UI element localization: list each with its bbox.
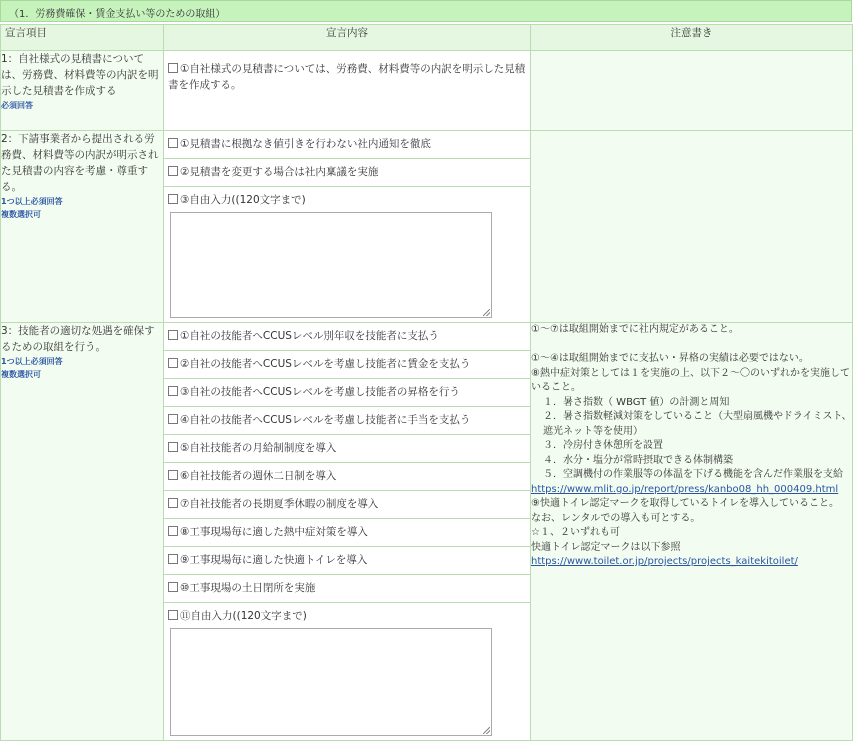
checkbox[interactable] xyxy=(168,386,178,396)
table-row xyxy=(1,131,853,323)
content-cell xyxy=(164,323,531,741)
note-cell xyxy=(531,51,853,131)
option-3-9[interactable] xyxy=(164,547,530,575)
checkbox[interactable] xyxy=(168,582,178,592)
option-label: ②見積書を変更する場合は社内稟議を実施 xyxy=(180,166,379,178)
resize-handle-icon[interactable] xyxy=(483,727,490,734)
option-label: ⑥自社技能者の週休二日制を導入 xyxy=(180,470,337,482)
mlit-link[interactable]: https://www.mlit.go.jp/report/press/kanbo08_hh_000409.html xyxy=(531,483,839,495)
header-item: 宣言項目 xyxy=(1,25,164,51)
checkbox[interactable] xyxy=(168,166,178,176)
option-2-2[interactable] xyxy=(164,159,530,187)
option-label: ③自社の技能者へCCUSレベルを考慮し技能者の昇格を行う xyxy=(180,386,460,398)
option-label: ④自社の技能者へCCUSレベルを考慮し技能者に手当を支払う xyxy=(180,414,471,426)
checkbox[interactable] xyxy=(168,138,178,148)
one-or-more-tag: 1つ以上必須回答 xyxy=(1,197,63,206)
option-3-10[interactable] xyxy=(164,575,530,603)
content-cell xyxy=(164,51,531,131)
item-cell xyxy=(1,51,164,131)
table-row xyxy=(1,51,853,131)
table-header-row xyxy=(1,25,853,51)
note-cell xyxy=(531,131,853,323)
option-3-4[interactable] xyxy=(164,407,530,435)
option-3-1[interactable] xyxy=(164,323,530,351)
checkbox[interactable] xyxy=(168,358,178,368)
multi-select-tag: 複数選択可 xyxy=(1,210,41,219)
note-cell xyxy=(531,323,853,741)
header-note: 注意書き xyxy=(531,25,853,51)
resize-handle-icon[interactable] xyxy=(483,309,490,316)
item-text: 3：技能者の適切な処遇を確保するための取組を行う。 xyxy=(1,325,155,353)
note-line: ①～④は取組開始までに支払い・昇格の実績は必要ではない。 xyxy=(531,353,809,364)
note-line: ３．冷房付き休憩所を設置 xyxy=(543,440,663,451)
free-text-area[interactable] xyxy=(170,628,492,736)
option-2-1[interactable] xyxy=(164,131,530,159)
note-line: 快適トイレ認定マークは以下参照 xyxy=(531,541,681,553)
option-3-2[interactable] xyxy=(164,351,530,379)
one-or-more-tag: 1つ以上必須回答 xyxy=(1,357,63,366)
option-1-1[interactable] xyxy=(164,51,530,105)
note-line: ５．空調機付の作業服等の体温を下げる機能を含んだ作業服を支給 xyxy=(543,469,843,480)
item-cell xyxy=(1,323,164,741)
option-label: ⑦自社技能者の長期夏季休暇の制度を導入 xyxy=(180,498,379,510)
checkbox[interactable] xyxy=(168,526,178,536)
option-3-7[interactable] xyxy=(164,491,530,519)
checkbox[interactable] xyxy=(168,554,178,564)
option-2-3[interactable] xyxy=(164,187,530,322)
option-label: ①自社様式の見積書については、労務費、材料費等の内訳を明示した見積書を作成する。 xyxy=(168,63,526,91)
option-3-5[interactable] xyxy=(164,435,530,463)
option-3-11[interactable] xyxy=(164,603,530,740)
section-title: （1．労務費確保・賃金支払い等のための取組） xyxy=(0,0,852,22)
option-label: ⑩工事現場の土日閉所を実施 xyxy=(180,582,316,594)
item-cell xyxy=(1,131,164,323)
checkbox[interactable] xyxy=(168,414,178,424)
note-line: ２．暑さ指数軽減対策をしていること（大型扇風機やドライミスト、遮光ネット等を使用） xyxy=(543,411,852,437)
table-row xyxy=(1,323,853,741)
multi-select-tag: 複数選択可 xyxy=(1,370,41,379)
option-label: ⑤自社技能者の月給制制度を導入 xyxy=(180,442,337,454)
declaration-table xyxy=(0,24,853,741)
item-text: 2：下請事業者から提出される労務費、材料費等の内訳が明示された見積書の内容を考慮・尊重する。 xyxy=(1,133,159,193)
checkbox[interactable] xyxy=(168,498,178,508)
option-3-6[interactable] xyxy=(164,463,530,491)
checkbox[interactable] xyxy=(168,442,178,452)
option-label: ①見積書に根拠なき値引きを行わない社内通知を徹底 xyxy=(180,138,431,150)
content-cell xyxy=(164,131,531,323)
checkbox[interactable] xyxy=(168,470,178,480)
header-content: 宣言内容 xyxy=(164,25,531,51)
checkbox[interactable] xyxy=(168,330,178,340)
note-line: ☆１、２いずれも可 xyxy=(531,527,620,538)
note-line: ４．水分・塩分が常時摂取できる体制構築 xyxy=(543,454,733,466)
item-text: 1：自社様式の見積書については、労務費、材料費等の内訳を明示した見積書を作成する xyxy=(1,53,159,97)
option-3-8[interactable] xyxy=(164,519,530,547)
note-line: なお、レンタルでの導入も可とする。 xyxy=(531,512,701,524)
note-line: １．暑さ指数（ WBGT 値）の計測と周知 xyxy=(543,396,730,408)
note-line: ⑧熱中症対策としては１を実施の上、以下２～〇のいずれかを実施していること。 xyxy=(531,367,850,393)
required-tag: 必須回答 xyxy=(1,101,33,110)
option-label: ②自社の技能者へCCUSレベルを考慮し技能者に賃金を支払う xyxy=(180,358,471,370)
checkbox[interactable] xyxy=(168,63,178,73)
option-label: ⑨工事現場毎に適した快適トイレを導入 xyxy=(180,554,368,566)
note-line: ①～⑦は取組開始までに社内規定があること。 xyxy=(531,324,739,335)
free-text-area[interactable] xyxy=(170,212,492,318)
toilet-link[interactable]: https://www.toilet.or.jp/projects/projects_kaitekitoilet/ xyxy=(531,556,798,567)
option-label: ①自社の技能者へCCUSレベル別年収を技能者に支払う xyxy=(180,330,439,342)
option-3-3[interactable] xyxy=(164,379,530,407)
note-line: ⑨快適トイレ認定マークを取得しているトイレを導入していること。 xyxy=(531,498,839,509)
option-label: ⑪自由入力((120文字まで) xyxy=(180,610,307,622)
checkbox[interactable] xyxy=(168,610,178,620)
checkbox[interactable] xyxy=(168,194,178,204)
option-label: ③自由入力((120文字まで) xyxy=(180,194,306,206)
option-label: ⑧工事現場毎に適した熱中症対策を導入 xyxy=(180,526,368,538)
